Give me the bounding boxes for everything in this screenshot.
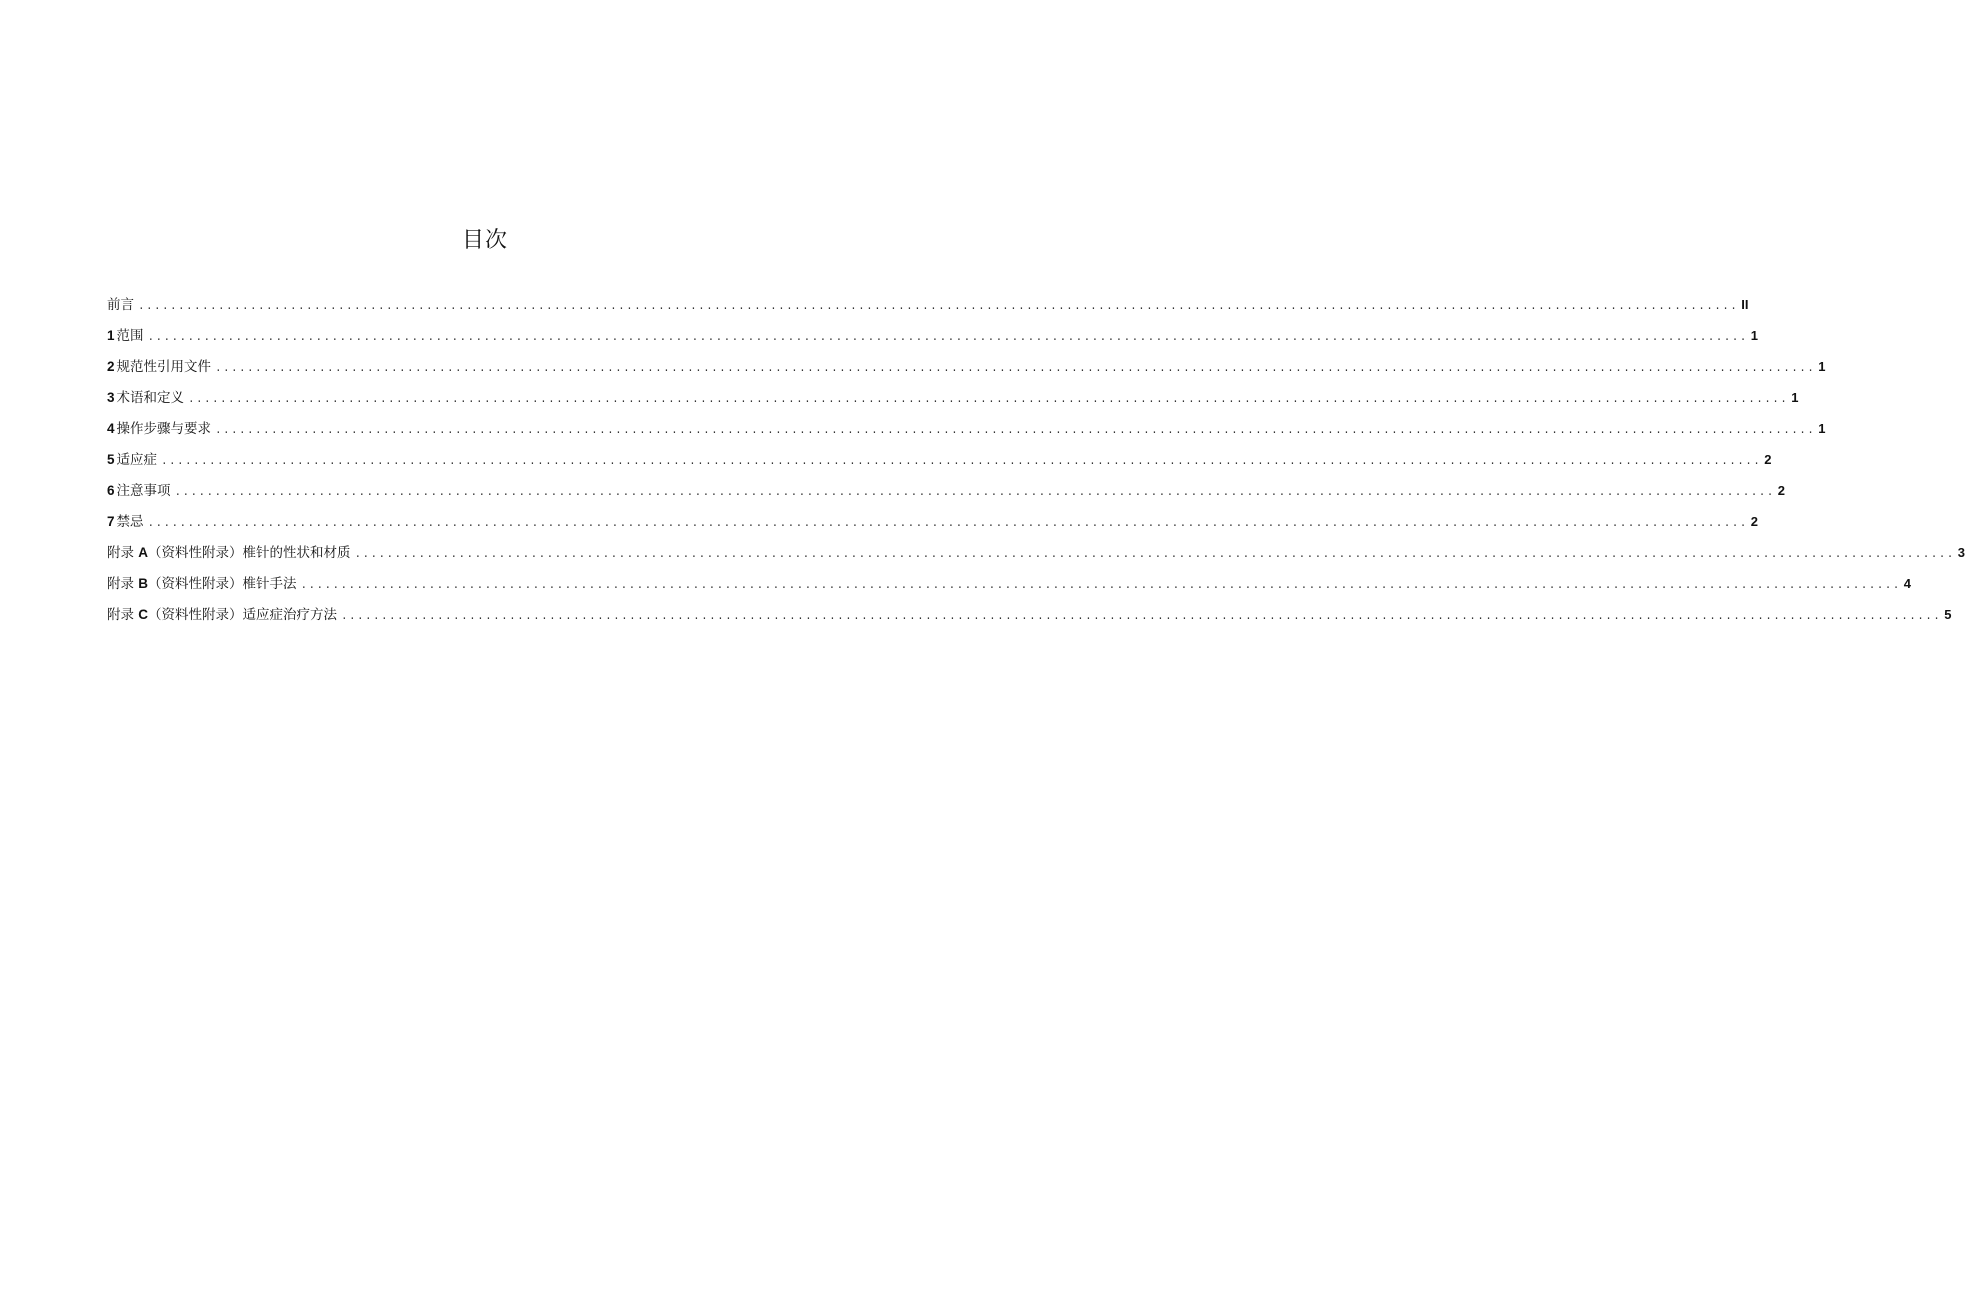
toc-leader-dots: ........................................................................................................................................................................................................ <box>147 518 1748 530</box>
toc-entry-page: 2 <box>1777 483 1785 498</box>
appendix-prefix: 附录 <box>107 576 134 592</box>
appendix-code: C <box>138 607 149 622</box>
toc-entry-scope[interactable] <box>107 325 1758 356</box>
toc-entry-contraindications[interactable] <box>107 511 1758 542</box>
toc-entry-label <box>107 542 351 564</box>
toc-entry-foreword[interactable] <box>107 294 1749 325</box>
toc-entry-page: 1 <box>1818 359 1826 374</box>
toc-entry-label <box>107 604 337 626</box>
toc-entry-appendix-b[interactable] <box>107 573 1911 604</box>
toc-entry-number: 6 <box>107 483 115 498</box>
toc-entry-page: 5 <box>1944 607 1952 622</box>
toc-entry-number: 7 <box>107 514 115 529</box>
toc-entry-label: 注意事项 <box>116 483 171 499</box>
toc-entry-page: 1 <box>1818 421 1826 436</box>
toc-leader-dots: ........................................................................................................................................................................................................ <box>138 301 1739 313</box>
toc-entry-page: II <box>1741 297 1749 312</box>
toc-entry-label: 操作步骤与要求 <box>116 421 212 437</box>
toc-leader-dots: ........................................................................................................................................................................................................ <box>215 425 1816 437</box>
toc-entry-page: 1 <box>1791 390 1799 405</box>
toc-entry-label: 禁忌 <box>116 514 144 530</box>
toc-entry-number: 1 <box>107 328 115 343</box>
toc-leader-dots: ........................................................................................................................................................................................................ <box>300 580 1901 592</box>
table-of-contents <box>107 294 1965 635</box>
toc-entry-number: 4 <box>107 421 115 436</box>
toc-leader-dots: ........................................................................................................................................................................................................ <box>354 549 1955 561</box>
toc-entry-appendix-c[interactable] <box>107 604 1952 635</box>
appendix-title: （资料性附录）椎针手法 <box>148 576 297 592</box>
toc-entry-label: 规范性引用文件 <box>116 359 212 375</box>
toc-entry-label: 前言 <box>107 297 134 313</box>
toc-entry-number: 3 <box>107 390 115 405</box>
toc-leader-dots: ........................................................................................................................................................................................................ <box>174 487 1775 499</box>
toc-entry-terms-definitions[interactable] <box>107 387 1799 418</box>
toc-entry-page: 4 <box>1903 576 1911 591</box>
toc-entry-appendix-a[interactable] <box>107 542 1965 573</box>
toc-entry-label: 范围 <box>116 328 144 344</box>
toc-entry-procedure[interactable] <box>107 418 1826 449</box>
toc-leader-dots: ........................................................................................................................................................................................................ <box>161 456 1762 468</box>
toc-title: 目次 <box>461 227 508 253</box>
toc-entry-page: 1 <box>1750 328 1758 343</box>
appendix-title: （资料性附录）适应症治疗方法 <box>148 607 338 623</box>
toc-entry-label: 适应症 <box>116 452 158 468</box>
toc-leader-dots: ........................................................................................................................................................................................................ <box>215 363 1816 375</box>
toc-entry-number: 5 <box>107 452 115 467</box>
toc-leader-dots: ........................................................................................................................................................................................................ <box>341 611 1942 623</box>
toc-entry-indications[interactable] <box>107 449 1772 480</box>
toc-leader-dots: ........................................................................................................................................................................................................ <box>147 332 1748 344</box>
appendix-prefix: 附录 <box>107 607 134 623</box>
toc-entry-page: 3 <box>1957 545 1965 560</box>
toc-entry-page: 2 <box>1764 452 1772 467</box>
toc-entry-label: 术语和定义 <box>116 390 185 406</box>
appendix-title: （资料性附录）椎针的性状和材质 <box>148 545 351 561</box>
toc-entry-precautions[interactable] <box>107 480 1785 511</box>
appendix-prefix: 附录 <box>107 545 134 561</box>
toc-entry-label <box>107 573 297 595</box>
appendix-code: B <box>138 576 149 591</box>
appendix-code: A <box>138 545 149 560</box>
toc-entry-normative-references[interactable] <box>107 356 1826 387</box>
toc-leader-dots: ........................................................................................................................................................................................................ <box>188 394 1789 406</box>
toc-entry-number: 2 <box>107 359 115 374</box>
toc-entry-page: 2 <box>1750 514 1758 529</box>
